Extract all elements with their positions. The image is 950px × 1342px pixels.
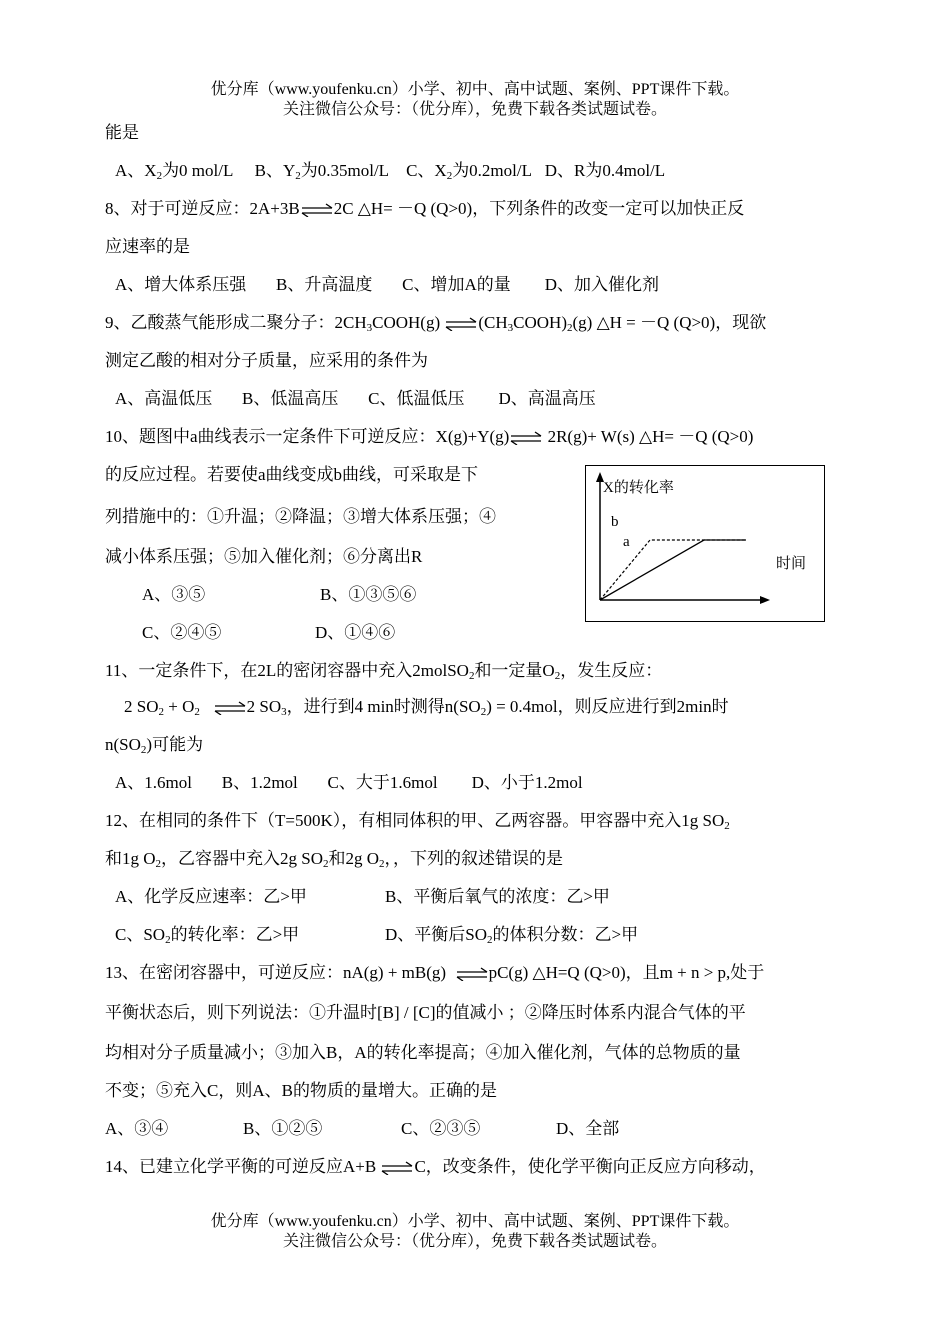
page-footer-line1: 优分库（www.youfenku.cn）小学、初中、高中试题、案例、PPT课件下载。 <box>210 1213 740 1230</box>
q10-options-row2 <box>142 622 562 644</box>
curve-a-label: a <box>623 534 630 550</box>
q9-options <box>115 388 860 410</box>
q12-options-row2 <box>115 924 860 951</box>
q11-equation: 2 $SO_2 + O_2$ 2 $SO_3$，进行到4 min时测得$n(SO_2) = 0.4mol$，则反应进行到2min时 <box>124 697 729 718</box>
q10-options-row1 <box>142 584 562 606</box>
q12-options-row1 <box>115 886 860 908</box>
q7-option-b: B、$Y_2$为0.35mol/L <box>254 161 390 182</box>
q7-option-d: D、R为0.4mol/L <box>544 161 666 180</box>
q13-stem: 13、在密闭容器中，可逆反应：nA(g) + mB(g) pC(g) △H=Q (Q>0)，且m + n > p,处于 <box>105 963 765 982</box>
q13-option-c: C、②③⑤ <box>401 1119 481 1138</box>
x-axis-label: 时间 <box>776 556 807 572</box>
q8-option-d: D、加入催化剂 <box>544 275 660 294</box>
q10-stem-line2: 的反应过程。若要使a曲线变成b曲线，可采取是下 <box>105 465 479 484</box>
q11-option-d: D、小于1.2mol <box>471 773 583 792</box>
page-header-line1: 优分库（www.youfenku.cn）小学、初中、高中试题、案例、PPT课件下载。 <box>210 81 740 98</box>
q10-option-d: D、①④⑥ <box>315 623 396 642</box>
q7-options <box>115 160 860 187</box>
q9-option-a: A、高温低压 <box>115 389 213 408</box>
q8-option-b: B、升高温度 <box>276 275 373 294</box>
q11-option-a: A、1.6mol <box>115 773 192 792</box>
q9-option-b: B、低温高压 <box>242 389 339 408</box>
reversible-arrow-icon <box>509 431 543 445</box>
q11-option-c: C、大于1.6mol <box>327 773 438 792</box>
q7-option-a: A、$X_2$为0 mol/L <box>115 161 234 182</box>
reversible-arrow-icon <box>213 701 247 715</box>
page-header-line2: 关注微信公众号：（优分库），免费下载各类试题试卷。 <box>282 101 667 118</box>
q13-option-d: D、全部 <box>556 1119 620 1138</box>
reversible-arrow-icon <box>300 203 334 217</box>
q11-option-b: B、1.2mol <box>221 773 298 792</box>
q13-stem-line2: 平衡状态后，则下列说法：①升温时[B] / [C]的值减小 ；②降压时体系内混合气体的平 <box>105 1003 746 1022</box>
q8-option-c: C、增加A的量 <box>402 275 511 294</box>
q13-stem-line3: 均相对分子质量减小；③加入B，A的转化率提高；④加入催化剂，气体的总物质的量 <box>105 1043 741 1062</box>
q8-stem-line2: 应速率的是 <box>105 237 190 256</box>
q10-stem-line4: 减小体系压强；⑤加入催化剂；⑥分离出R <box>105 547 423 566</box>
q9-stem-line2: 测定乙酸的相对分子质量，应采用的条件为 <box>105 351 428 370</box>
q10-option-b: B、①③⑤⑥ <box>320 585 417 604</box>
q11-stem: 11、一定条件下，在2L的密闭容器中充入2molSO$_2$和一定量$O_2$，发生反应： <box>105 661 663 682</box>
q10-stem: 10、题图中a曲线表示一定条件下可逆反应：X(g)+Y(g) 2R(g)+ W(s) △H= －Q (Q>0) <box>105 427 754 446</box>
x-axis-arrow-icon <box>760 596 770 604</box>
q8-option-a: A、增大体系压强 <box>115 275 247 294</box>
reversible-arrow-icon <box>444 317 478 331</box>
curve-b <box>600 540 746 600</box>
curve-b-label: b <box>611 514 619 530</box>
q9-option-c: C、低温低压 <box>368 389 465 408</box>
page-footer-line2: 关注微信公众号：（优分库），免费下载各类试题试卷。 <box>282 1233 667 1250</box>
q8-options <box>115 274 860 296</box>
q11-stem-line3: $n(SO_2)$可能为 <box>105 735 204 756</box>
q12-option-a: A、化学反应速率：乙>甲 <box>115 887 307 906</box>
q13-stem-line4: 不变；⑤充入C，则A、B的物质的量增大。正确的是 <box>105 1081 497 1100</box>
q8-stem: 8、对于可逆反应：2A+3B 2C △H= －Q (Q>0)，下列条件的改变一定可以加快正反 <box>105 199 745 218</box>
q12-stem: 12、在相同的条件下（T=500K），有相同体积的甲、乙两容器。甲容器中充入1g $SO_2$ <box>105 811 730 832</box>
q14-stem: 14、已建立化学平衡的可逆反应A+B C，改变条件，使化学平衡向正反应方向移动， <box>105 1157 766 1176</box>
reversible-arrow-icon <box>455 967 489 981</box>
q9-option-d: D、高温高压 <box>498 389 596 408</box>
q10-option-a: A、③⑤ <box>142 585 206 604</box>
q13-options <box>105 1118 850 1140</box>
q10-stem-line3: 列措施中的：①升温；②降温；③增大体系压强；④ <box>105 507 496 526</box>
q10-option-c: C、②④⑤ <box>142 623 222 642</box>
reversible-arrow-icon <box>380 1161 414 1175</box>
q13-option-a: A、③④ <box>105 1119 169 1138</box>
q12-option-b: B、平衡后氧气的浓度：乙>甲 <box>385 887 610 906</box>
q12-option-c: C、$SO_2$的转化率：乙>甲 <box>115 925 300 946</box>
q12-option-d: D、平衡后$SO_2$的体积分数：乙>甲 <box>385 925 639 946</box>
q9-stem: 9、乙酸蒸气能形成二聚分子：$2CH_3COOH(g)$ $(CH_3COOH)_2(g)$ △H = －Q (Q>0)，现欲 <box>105 313 767 334</box>
q7-stem-tail: 能是 <box>105 123 139 142</box>
q10-conversion-graph <box>585 465 825 622</box>
q11-options <box>115 772 860 794</box>
q7-option-c: C、$X_2$为0.2mol/L <box>406 161 532 182</box>
curve-a <box>600 540 746 600</box>
q12-stem-line2: 和1g $O_2$，乙容器中充入2g $SO_2$和2g $O_2$，，下列的叙述错误的是 <box>105 849 564 870</box>
q13-option-b: B、①②⑤ <box>243 1119 323 1138</box>
y-axis-label: X的转化率 <box>603 480 674 496</box>
